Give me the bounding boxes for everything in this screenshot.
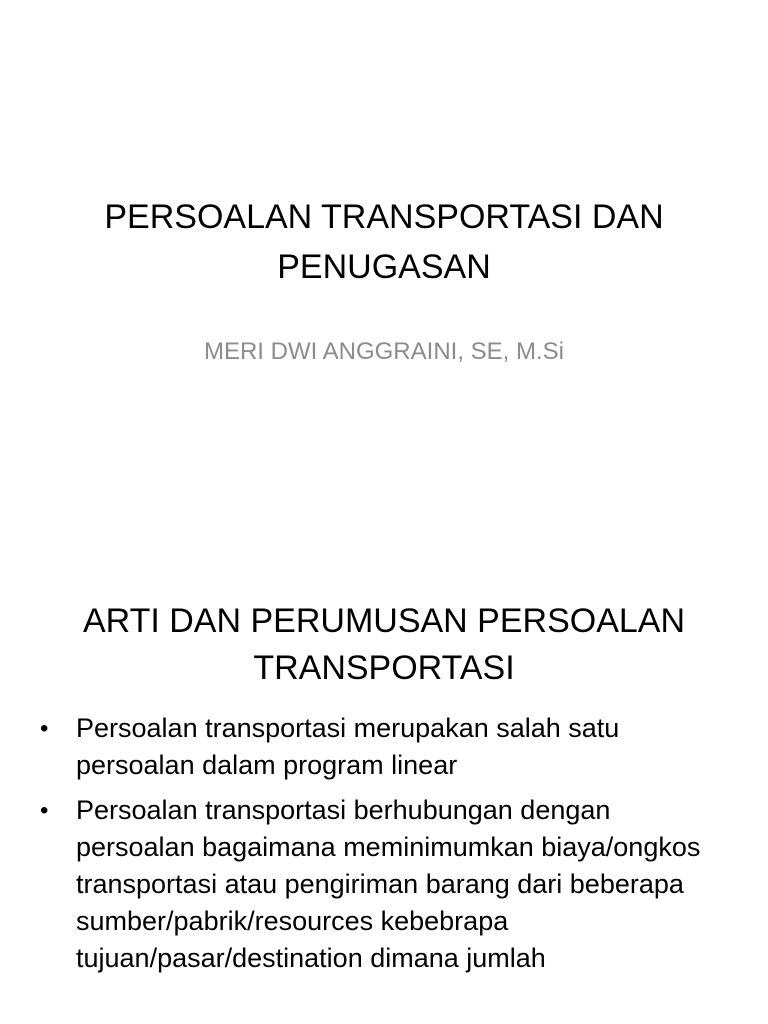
bullet-icon: • bbox=[40, 715, 49, 742]
slide-subtitle: MERI DWI ANGGRAINI, SE, M.Si bbox=[203, 338, 565, 365]
slide-title: PERSOALAN TRANSPORTASI DAN PENUGASAN bbox=[104, 198, 664, 286]
bullet-item bbox=[40, 710, 730, 784]
bullet-text: Persoalan transportasi merupakan salah satu persoalan dalam program linear bbox=[76, 713, 620, 780]
bullet-item bbox=[40, 792, 730, 977]
bullet-list bbox=[40, 710, 730, 985]
content-slide bbox=[0, 576, 768, 1024]
slide-title: ARTI DAN PERUMUSAN PERSOALAN TRANSPORTASI bbox=[82, 602, 686, 687]
bullet-text: Persoalan transportasi berhubungan dengan persoalan bagaimana meminimumkan biaya/ongkos transportasi atau pengiriman barang dari beberapa sumber/pabrik/resources kebebrapa tujuan/pasar/destination dimana jumlah bbox=[76, 795, 701, 973]
bullet-icon: • bbox=[40, 797, 49, 824]
